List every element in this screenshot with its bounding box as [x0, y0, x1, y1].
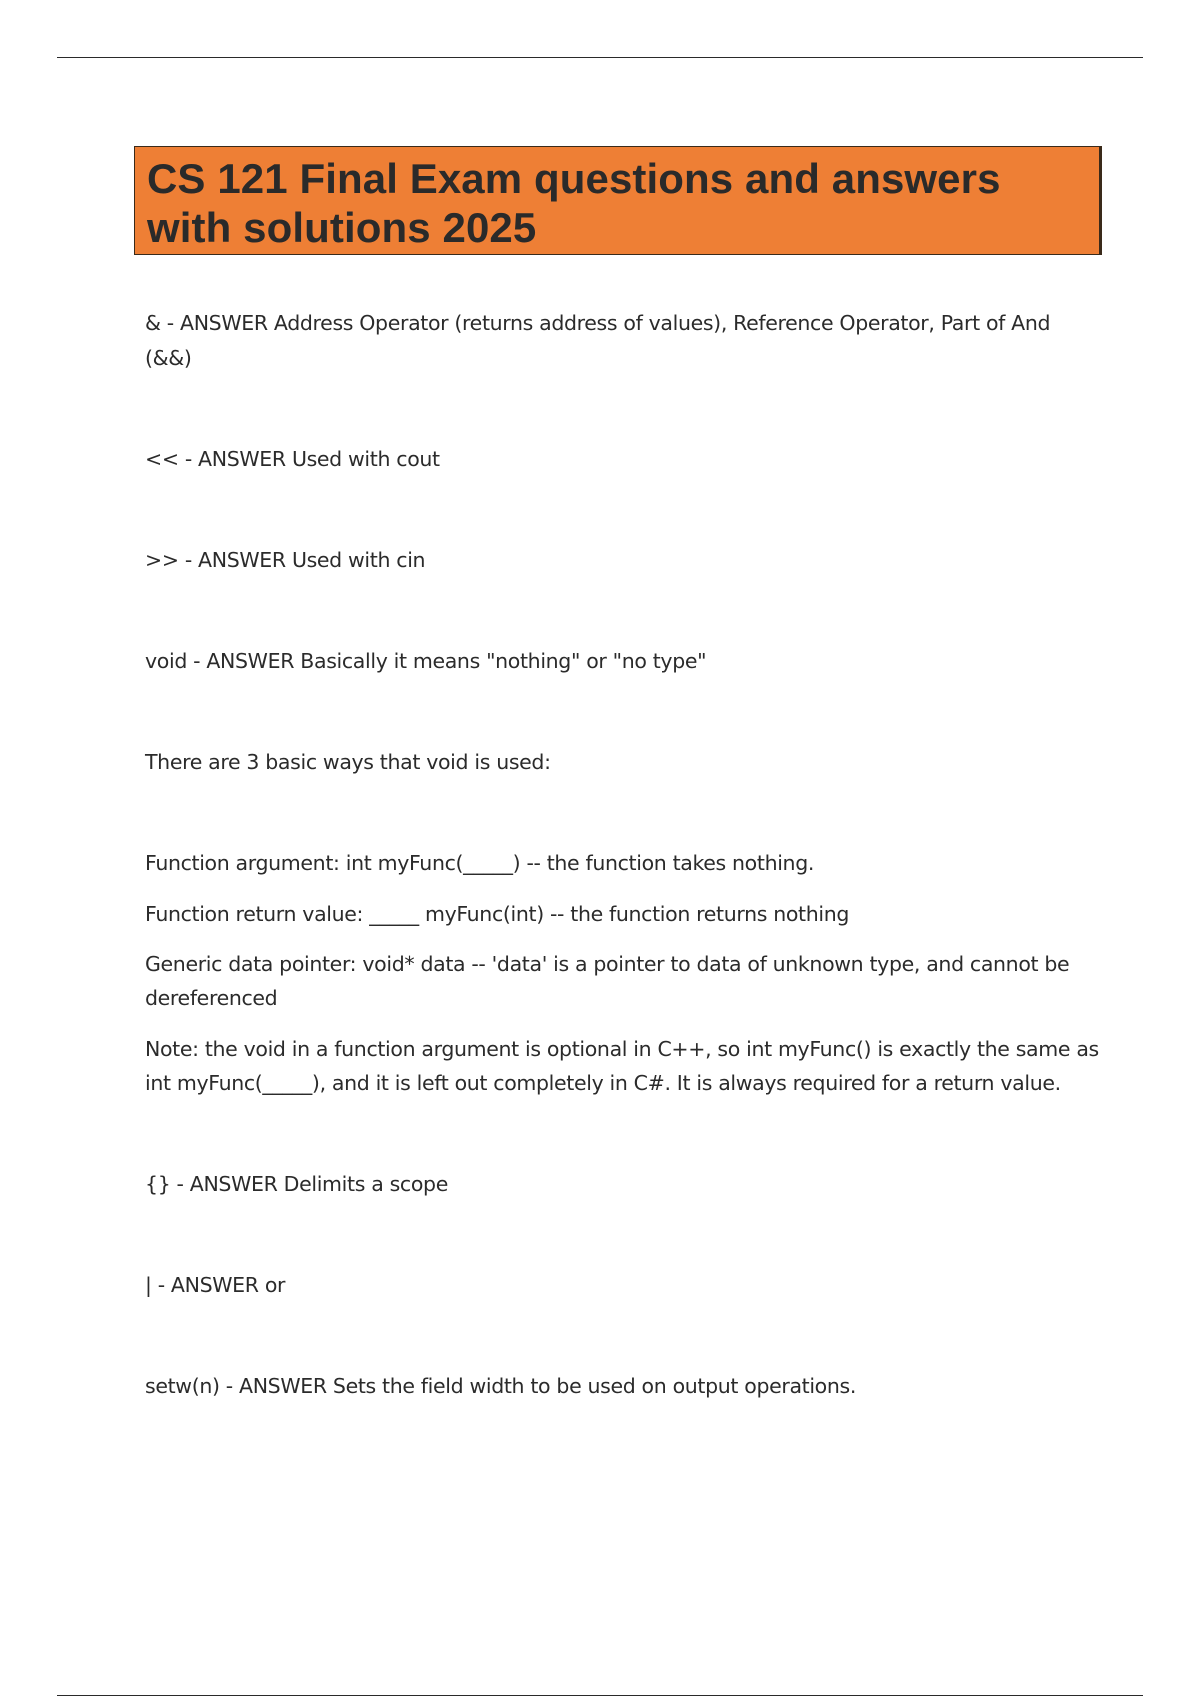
qa-setw: setw(n) - ANSWER Sets the field width to be used on output operations. — [145, 1374, 857, 1398]
void-usage-intro: There are 3 basic ways that void is used: — [145, 750, 551, 774]
document-title-line-2: with solutions 2025 — [147, 204, 537, 251]
qa-ampersand-line-1: & - ANSWER Address Operator (returns address of values), Reference Operator, Part of And — [145, 311, 1051, 335]
document-title-line-1: CS 121 Final Exam questions and answers — [147, 155, 1001, 202]
void-note-line-2: int myFunc(_____), and it is left out completely in C#. It is always required for a return value. — [145, 1071, 1061, 1095]
qa-braces: {} - ANSWER Delimits a scope — [145, 1172, 448, 1196]
qa-extraction-operator: >> - ANSWER Used with cin — [145, 548, 426, 572]
qa-void: void - ANSWER Basically it means "nothing" or "no type" — [145, 649, 707, 673]
void-note-line-1: Note: the void in a function argument is optional in C++, so int myFunc() is exactly the same as — [145, 1037, 1099, 1061]
qa-pipe: | - ANSWER or — [145, 1273, 286, 1297]
qa-insertion-operator: << - ANSWER Used with cout — [145, 447, 440, 471]
void-generic-pointer-line-1: Generic data pointer: void* data -- 'data' is a pointer to data of unknown type, and cannot be — [145, 952, 1070, 976]
document-title-box — [134, 146, 1102, 255]
void-function-return: Function return value: _____ myFunc(int) -- the function returns nothing — [145, 902, 850, 926]
void-generic-pointer-line-2: dereferenced — [145, 986, 278, 1010]
page-top-rule — [57, 57, 1143, 58]
page-bottom-rule — [57, 1695, 1143, 1696]
qa-ampersand-line-2: (&&) — [145, 346, 192, 370]
void-function-argument: Function argument: int myFunc(_____) -- the function takes nothing. — [145, 851, 815, 875]
